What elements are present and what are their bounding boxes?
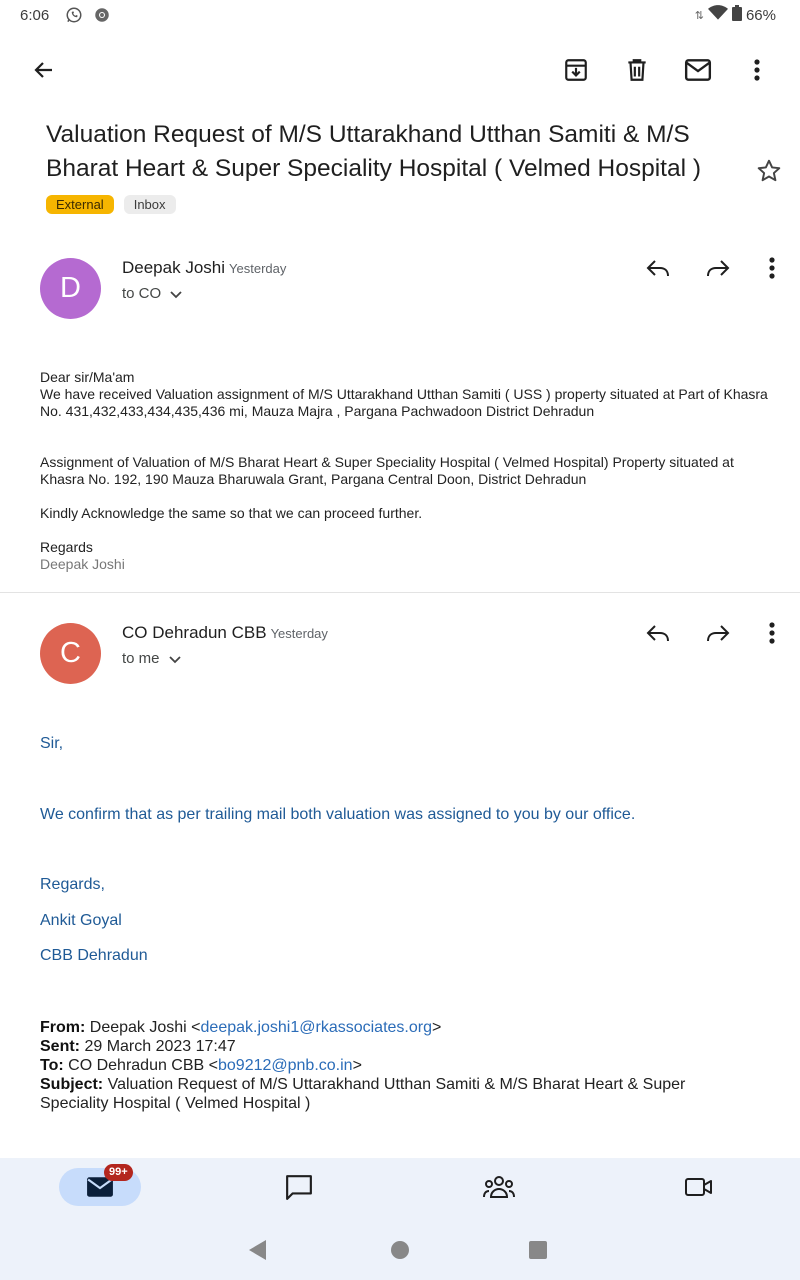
star-icon	[756, 158, 782, 184]
status-bar	[0, 0, 800, 32]
system-recents-button[interactable]	[526, 1238, 550, 1262]
from-email-link[interactable]: deepak.joshi1@rkassociates.org	[200, 1019, 432, 1036]
archive-button[interactable]	[554, 48, 598, 92]
message-more-button[interactable]	[750, 246, 794, 290]
top-app-bar	[0, 44, 800, 100]
message-more-button[interactable]	[750, 611, 794, 655]
system-back-button[interactable]	[246, 1238, 270, 1262]
label-inbox[interactable]: Inbox	[124, 195, 176, 214]
more-options-button[interactable]	[735, 48, 779, 92]
chevron-down-icon	[169, 287, 183, 301]
bottom-navigation	[0, 1158, 800, 1220]
message-time: Yesterday	[229, 261, 287, 276]
more-icon	[754, 59, 760, 81]
triangle-back-icon	[247, 1239, 269, 1261]
back-button[interactable]	[22, 48, 66, 92]
recents-square-icon	[528, 1240, 548, 1260]
recipient-toggle[interactable]	[122, 285, 183, 302]
chevron-down-icon	[168, 652, 182, 666]
nav-chat[interactable]	[258, 1168, 340, 1206]
quoted-subject: Subject: Valuation Request of M/S Uttarakhand Utthan Samiti & M/S Bharat Heart & Super Speciality Hospital ( Velmed Hospital )	[40, 1076, 686, 1112]
forward-button[interactable]	[696, 246, 740, 290]
forward-icon	[705, 623, 731, 643]
mark-unread-button[interactable]	[676, 48, 720, 92]
more-icon	[769, 622, 775, 644]
recipient-text: to CO	[122, 285, 162, 302]
reply-icon	[645, 623, 671, 643]
delete-button[interactable]	[615, 48, 659, 92]
forward-icon	[705, 258, 731, 278]
status-indicators	[695, 5, 776, 25]
body-paragraph: Kindly Acknowledge the same so that we can proceed further.	[40, 505, 423, 521]
delete-icon	[624, 57, 650, 83]
body-signature-office: CBB Dehradun	[40, 947, 148, 964]
spaces-icon	[483, 1175, 515, 1199]
sender-name: Deepak Joshi	[122, 258, 226, 277]
reply-icon	[645, 258, 671, 278]
status-time: 6:06	[20, 7, 50, 24]
label-chips	[46, 195, 176, 214]
body-paragraph: We confirm that as per trailing mail both valuation was assigned to you by our office.	[40, 806, 636, 823]
sender-name: CO Dehradun CBB	[122, 623, 267, 642]
forward-button[interactable]	[696, 611, 740, 655]
avatar[interactable]: D	[40, 258, 101, 319]
body-regards: Regards	[40, 539, 93, 555]
body-paragraph: Assignment of Valuation of M/S Bharat Heart & Super Speciality Hospital ( Velmed Hospital) Property situated at Khasra No. 192, 190 Mauza Bharuwala Grant, Pargana Central Doon, District Dehradun	[40, 454, 734, 487]
quoted-header	[40, 1018, 740, 1113]
avatar[interactable]: C	[40, 623, 101, 684]
quoted-sent: Sent: 29 March 2023 17:47	[40, 1038, 236, 1055]
chat-icon	[285, 1174, 313, 1200]
home-circle-icon	[390, 1240, 410, 1260]
system-navigation	[0, 1220, 800, 1280]
back-icon	[32, 58, 56, 82]
label-external[interactable]: External	[46, 195, 114, 214]
meet-icon	[684, 1176, 714, 1198]
message-body	[40, 369, 770, 420]
unread-badge: 99+	[104, 1164, 133, 1181]
more-icon	[769, 257, 775, 279]
body-signature-name: Ankit Goyal	[40, 912, 122, 929]
recipient-toggle[interactable]	[122, 650, 182, 667]
body-regards: Regards,	[40, 876, 105, 893]
sender-header[interactable]	[122, 258, 286, 278]
whatsapp-icon	[65, 6, 85, 26]
reply-button[interactable]	[636, 611, 680, 655]
email-subject: Valuation Request of M/S Uttarakhand Utthan Samiti & M/S Bharat Heart & Super Speciality Hospital ( Velmed Hospital )	[46, 121, 701, 182]
quoted-to: To: CO Dehradun CBB <bo9212@pnb.co.in>	[40, 1057, 362, 1074]
data-arrows-icon: ⇅	[694, 9, 704, 22]
body-greeting: Sir,	[40, 735, 64, 752]
message-divider	[0, 592, 800, 593]
system-home-button[interactable]	[388, 1238, 412, 1262]
wifi-icon	[708, 5, 728, 25]
recipient-text: to me	[122, 650, 160, 667]
to-email-link[interactable]: bo9212@pnb.co.in	[218, 1057, 353, 1074]
archive-icon	[563, 57, 589, 83]
mark-unread-icon	[684, 58, 712, 82]
body-signature: Deepak Joshi	[40, 556, 125, 572]
message-time: Yesterday	[270, 626, 328, 641]
quoted-from: From: Deepak Joshi <deepak.joshi1@rkassociates.org>	[40, 1019, 442, 1036]
nav-spaces[interactable]	[458, 1168, 540, 1206]
body-paragraph: We have received Valuation assignment of M/S Uttarakhand Utthan Samiti ( USS ) property situated at Part of Khasra No. 431,432,433,434,435,436 mi, Mauza Majra , Pargana Pachwadoon District Dehradun	[40, 386, 768, 419]
nav-meet[interactable]	[658, 1168, 740, 1206]
sender-header[interactable]	[122, 623, 328, 643]
battery-icon	[732, 5, 742, 25]
reply-button[interactable]	[636, 246, 680, 290]
battery-percent: 66%	[745, 6, 776, 24]
body-greeting: Dear sir/Ma'am	[40, 369, 135, 385]
star-button[interactable]	[748, 150, 790, 192]
chrome-icon	[93, 6, 113, 26]
